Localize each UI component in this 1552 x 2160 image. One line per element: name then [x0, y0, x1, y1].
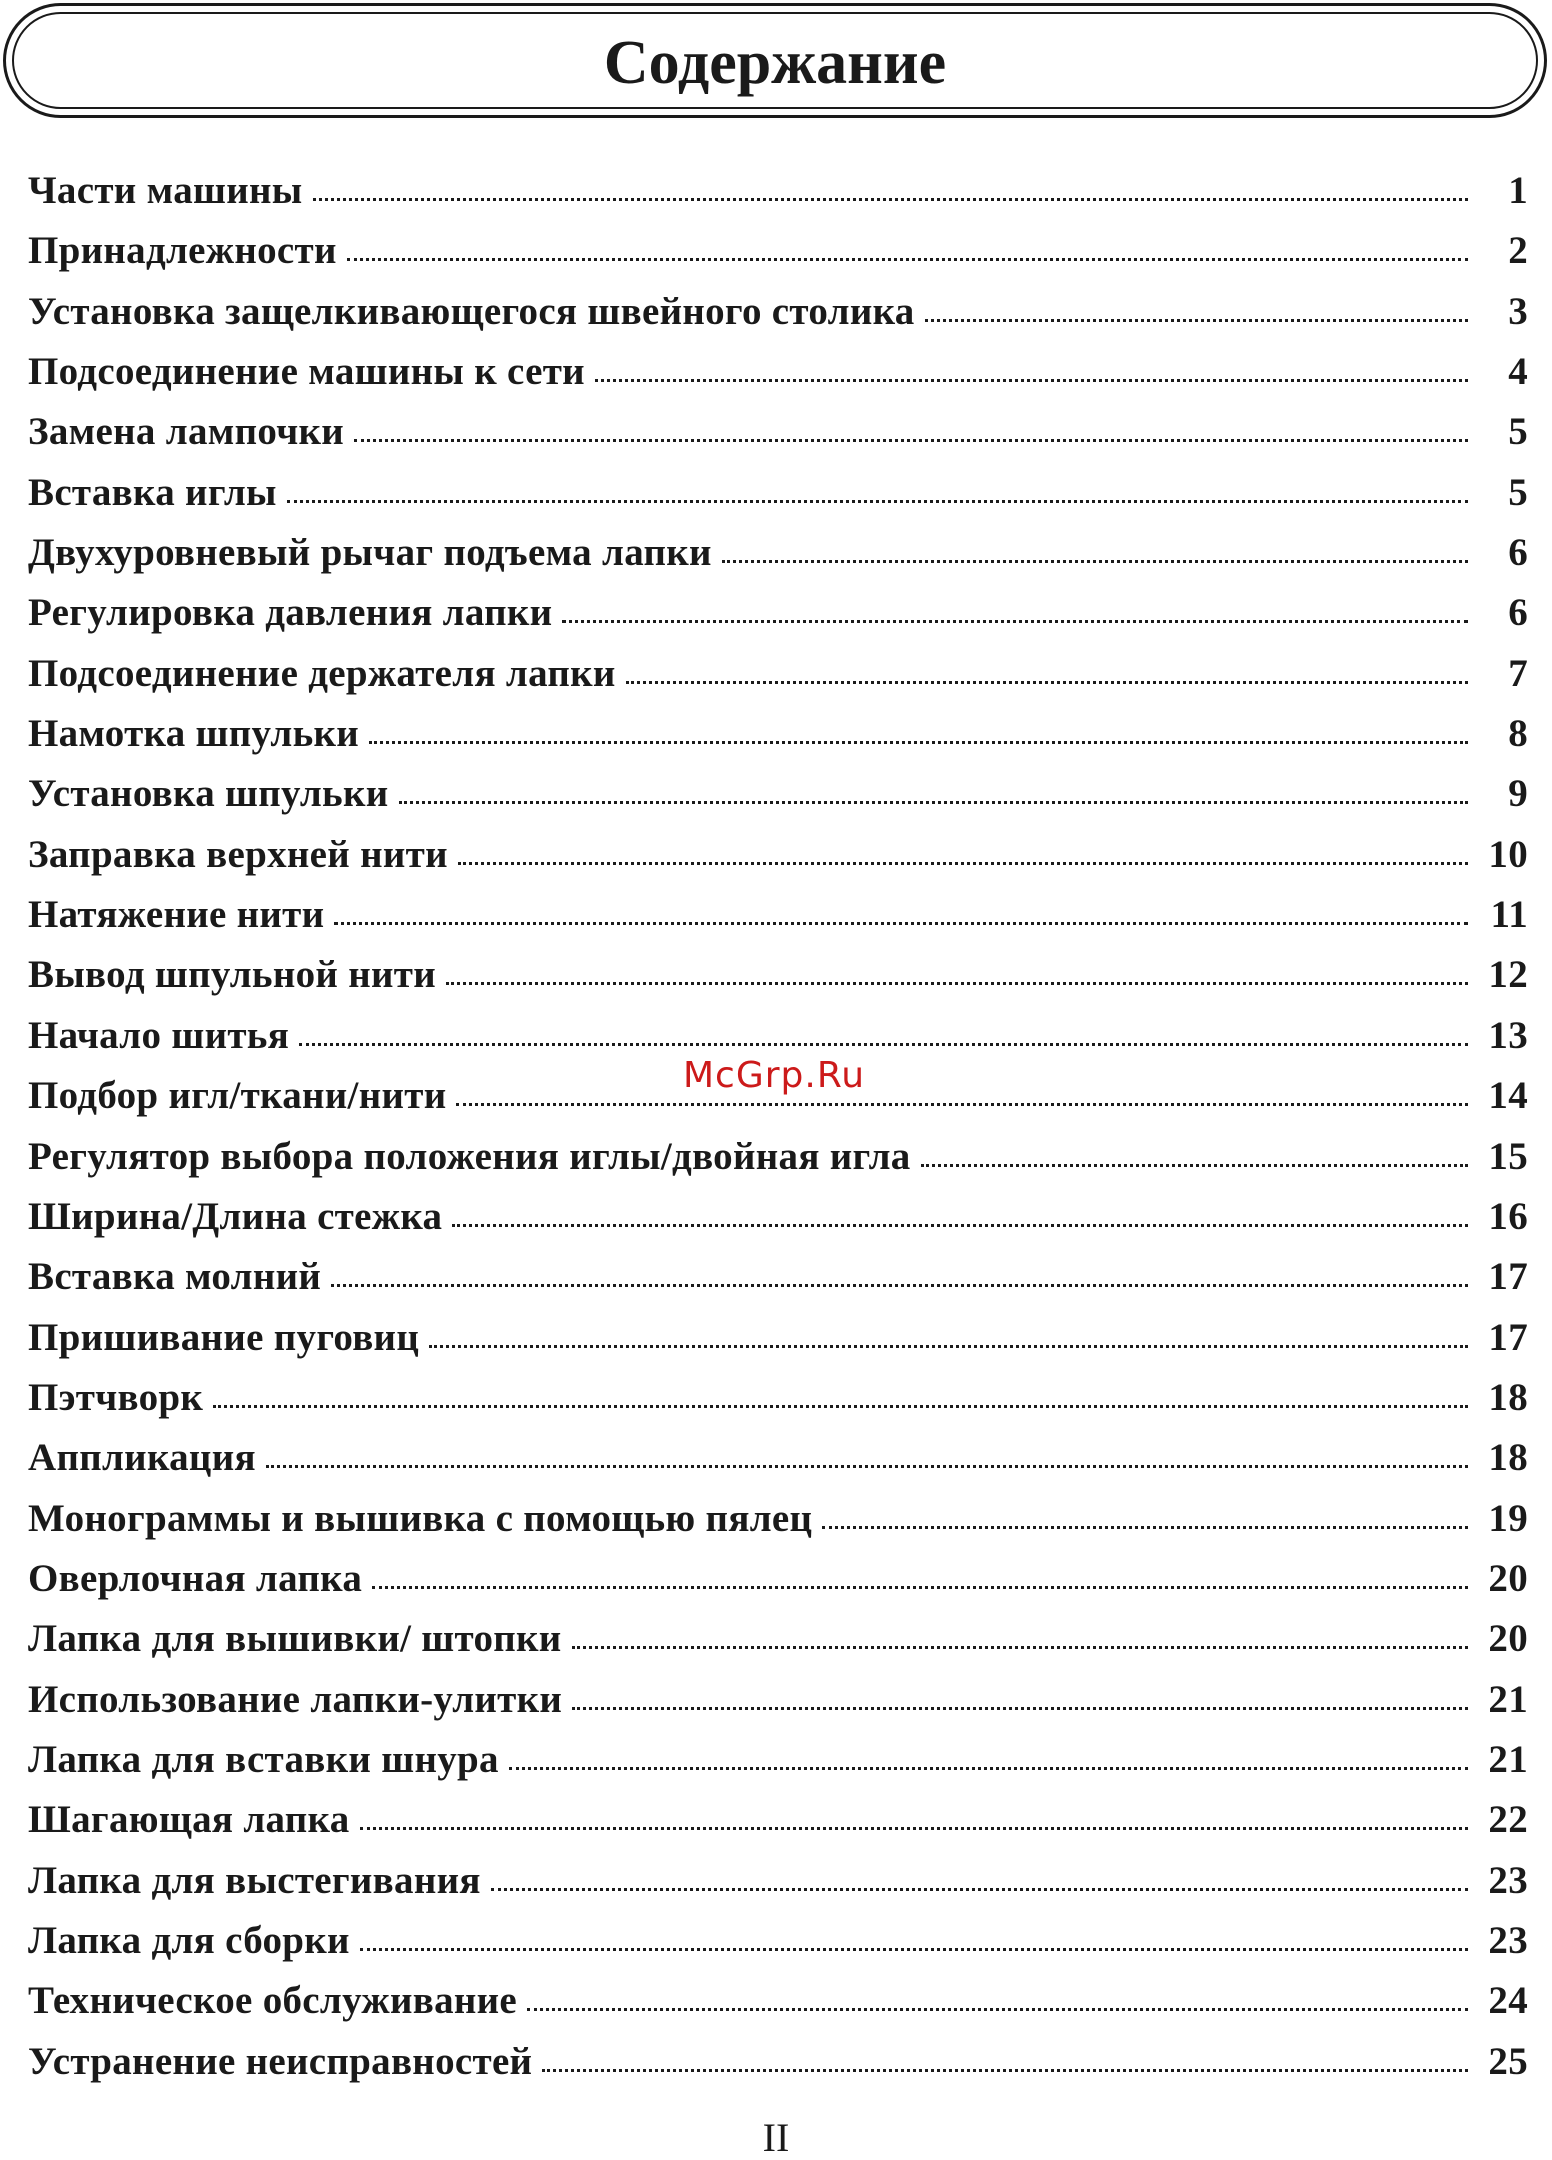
dot-leader	[572, 1707, 1468, 1710]
dot-leader	[722, 560, 1468, 563]
dot-leader	[925, 319, 1468, 322]
dot-leader	[399, 801, 1468, 804]
toc-entry[interactable]	[28, 892, 1528, 952]
page-number: II	[762, 2115, 790, 2160]
toc-entry[interactable]	[28, 470, 1528, 530]
toc-entry-page: 12	[1488, 953, 1528, 997]
dot-leader	[527, 2008, 1468, 2011]
table-of-contents	[28, 168, 1528, 2099]
toc-entry-title: Вставка иглы	[28, 470, 277, 514]
toc-entry-title: Аппликация	[28, 1436, 256, 1480]
toc-entry-page: 9	[1508, 772, 1528, 816]
toc-entry-page: 17	[1488, 1315, 1528, 1359]
dot-leader	[287, 500, 1468, 503]
toc-entry-page: 18	[1488, 1436, 1528, 1480]
toc-entry[interactable]	[28, 651, 1528, 711]
toc-entry[interactable]	[28, 1616, 1528, 1676]
toc-entry-page: 11	[1490, 893, 1528, 937]
toc-entry[interactable]	[28, 1556, 1528, 1616]
toc-entry-page: 14	[1488, 1074, 1528, 1118]
dot-leader	[452, 1224, 1468, 1227]
toc-entry-title: Подсоединение держателя лапки	[28, 651, 616, 695]
dot-leader	[213, 1405, 1468, 1408]
toc-entry-title: Вставка молний	[28, 1255, 322, 1299]
toc-entry-title: Лапка для вышивки/ штопки	[28, 1617, 562, 1661]
dot-leader	[562, 620, 1468, 623]
toc-entry-title: Подсоединение машины к сети	[28, 350, 585, 394]
dot-leader	[313, 198, 1468, 201]
toc-entry-page: 5	[1508, 410, 1528, 454]
toc-entry-title: Использование лапки-улитки	[28, 1677, 563, 1721]
toc-entry[interactable]	[28, 1194, 1528, 1254]
toc-entry-page: 5	[1508, 470, 1528, 514]
dot-leader	[542, 2069, 1468, 2072]
page-title: Содержание	[603, 29, 947, 97]
toc-entry[interactable]	[28, 590, 1528, 650]
dot-leader	[266, 1465, 1468, 1468]
title-frame	[3, 3, 1547, 118]
toc-entry[interactable]	[28, 289, 1528, 349]
toc-entry-title: Начало шитья	[28, 1013, 290, 1057]
toc-entry-page: 13	[1488, 1013, 1528, 1057]
toc-entry[interactable]	[28, 832, 1528, 892]
dot-leader	[509, 1767, 1468, 1770]
toc-entry-page: 3	[1508, 289, 1528, 333]
toc-entry-page: 20	[1488, 1556, 1528, 1600]
dot-leader	[360, 1948, 1468, 1951]
toc-entry-title: Ширина/Длина стежка	[28, 1194, 443, 1238]
toc-entry-title: Лапка для выстегивания	[28, 1858, 481, 1902]
toc-entry-title: Монограммы и вышивка с помощью пялец	[28, 1496, 813, 1540]
toc-entry-title: Оверлочная лапка	[28, 1556, 363, 1600]
toc-entry-page: 25	[1488, 2039, 1528, 2083]
toc-entry[interactable]	[28, 409, 1528, 469]
toc-entry[interactable]	[28, 771, 1528, 831]
toc-entry[interactable]	[28, 1677, 1528, 1737]
toc-entry[interactable]	[28, 1315, 1528, 1375]
dot-leader	[369, 741, 1468, 744]
toc-entry-page: 21	[1488, 1677, 1528, 1721]
dot-leader	[347, 258, 1468, 261]
toc-entry[interactable]	[28, 1435, 1528, 1495]
toc-entry-title: Установка шпульки	[28, 772, 389, 816]
dot-leader	[458, 862, 1468, 865]
toc-entry-page: 10	[1488, 832, 1528, 876]
toc-entry[interactable]	[28, 1254, 1528, 1314]
dot-leader	[822, 1526, 1468, 1529]
toc-entry[interactable]	[28, 1375, 1528, 1435]
toc-entry-page: 24	[1488, 1979, 1528, 2023]
toc-entry[interactable]	[28, 2039, 1528, 2099]
toc-entry[interactable]	[28, 1918, 1528, 1978]
toc-entry-title: Устранение неисправностей	[28, 2039, 533, 2083]
toc-entry-title: Регулятор выбора положения иглы/двойная игла	[28, 1134, 911, 1178]
dot-leader	[491, 1888, 1468, 1891]
toc-entry-title: Заправка верхней нити	[28, 832, 448, 876]
toc-entry[interactable]	[28, 1496, 1528, 1556]
dot-leader	[921, 1164, 1468, 1167]
toc-entry-title: Натяжение нити	[28, 893, 325, 937]
toc-entry[interactable]	[28, 168, 1528, 228]
toc-entry-page: 22	[1488, 1798, 1528, 1842]
toc-entry-page: 1	[1508, 169, 1528, 212]
toc-entry-title: Принадлежности	[28, 229, 337, 273]
dot-leader	[446, 982, 1468, 985]
toc-entry[interactable]	[28, 530, 1528, 590]
toc-entry-page: 16	[1488, 1194, 1528, 1238]
toc-entry[interactable]	[28, 228, 1528, 288]
dot-leader	[354, 439, 1468, 442]
dot-leader	[360, 1827, 1468, 1830]
toc-entry-page: 6	[1508, 591, 1528, 635]
toc-entry-title: Регулировка давления лапки	[28, 591, 553, 635]
toc-entry[interactable]	[28, 1797, 1528, 1857]
toc-entry-page: 21	[1488, 1737, 1528, 1781]
toc-entry-title: Вывод шпульной нити	[28, 953, 437, 997]
toc-entry[interactable]	[28, 1134, 1528, 1194]
dot-leader	[372, 1586, 1468, 1589]
toc-entry-title: Двухуровневый рычаг подъема лапки	[28, 531, 712, 575]
toc-entry-page: 15	[1488, 1134, 1528, 1178]
toc-entry-page: 8	[1508, 712, 1528, 756]
toc-entry[interactable]	[28, 1978, 1528, 2038]
dot-leader	[456, 1103, 1468, 1106]
toc-entry-title: Подбор игл/ткани/нити	[28, 1074, 447, 1118]
toc-entry-page: 20	[1488, 1617, 1528, 1661]
toc-entry-page: 4	[1508, 350, 1528, 394]
toc-entry-title: Лапка для сборки	[28, 1918, 350, 1962]
toc-entry[interactable]	[28, 952, 1528, 1012]
toc-entry-page: 17	[1488, 1255, 1528, 1299]
dot-leader	[626, 681, 1468, 684]
toc-entry[interactable]	[28, 1737, 1528, 1797]
toc-entry[interactable]	[28, 349, 1528, 409]
toc-entry-page: 19	[1488, 1496, 1528, 1540]
dot-leader	[595, 379, 1468, 382]
toc-entry-title: Техническое обслуживание	[28, 1979, 518, 2023]
toc-entry-title: Установка защелкивающегося швейного столика	[28, 289, 915, 333]
toc-entry-page: 2	[1508, 229, 1528, 273]
toc-entry-page: 23	[1488, 1858, 1528, 1902]
watermark: McGrp.Ru	[683, 1055, 866, 1096]
toc-entry-title: Шагающая лапка	[28, 1798, 350, 1842]
dot-leader	[429, 1345, 1468, 1348]
dot-leader	[572, 1646, 1468, 1649]
dot-leader	[299, 1043, 1468, 1046]
toc-entry-page: 18	[1488, 1375, 1528, 1419]
toc-entry[interactable]	[28, 1858, 1528, 1918]
dot-leader	[331, 1284, 1468, 1287]
toc-entry-title: Лапка для вставки шнура	[28, 1737, 499, 1781]
toc-entry-page: 23	[1488, 1918, 1528, 1962]
dot-leader	[334, 922, 1468, 925]
toc-entry-title: Замена лампочки	[28, 410, 345, 454]
toc-entry-title: Пэтчворк	[28, 1375, 204, 1419]
toc-entry-title: Намотка шпульки	[28, 712, 360, 756]
toc-entry-title: Части машины	[28, 169, 303, 212]
toc-entry-page: 6	[1508, 531, 1528, 575]
toc-entry-title: Пришивание пуговиц	[28, 1315, 420, 1359]
toc-entry[interactable]	[28, 711, 1528, 771]
toc-entry-page: 7	[1508, 651, 1528, 695]
